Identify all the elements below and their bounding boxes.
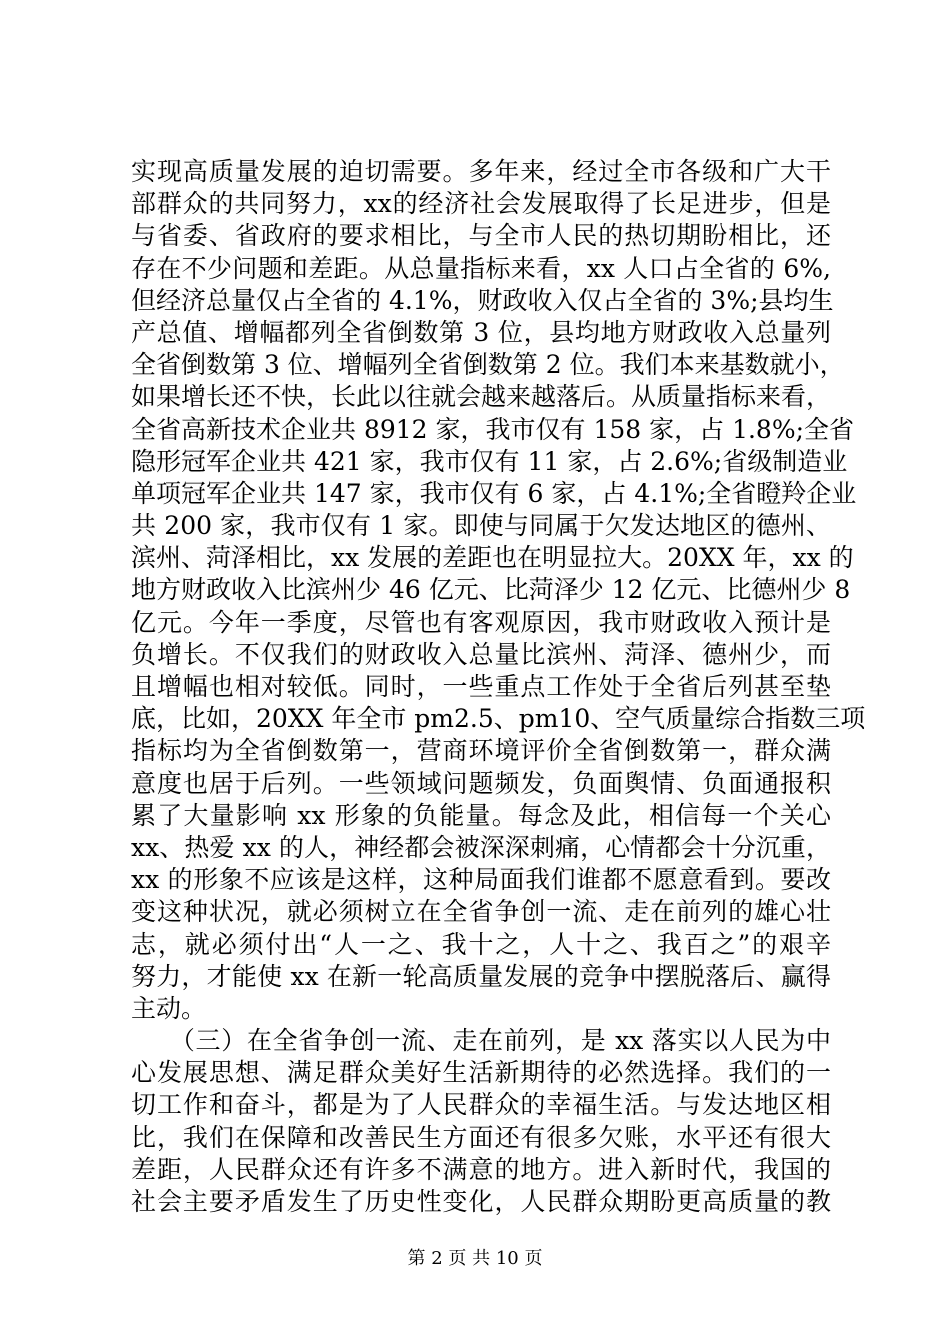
text-line: 努力，才能使 xx 在新一轮高质量发展的竞争中摆脱落后、赢得 [131, 961, 831, 991]
text-line: 全省倒数第 3 位、增幅列全省倒数第 2 位。我们本来基数就小， [131, 350, 845, 380]
text-line: 全省高新技术企业共 8912 家，我市仅有 158 家，占 1.8%;全省 [131, 414, 855, 444]
text-line: 底，比如，20XX 年全市 pm2.5、pm10、空气质量综合指数三项 [131, 704, 866, 734]
text-line: 亿元。今年一季度，尽管也有客观原因，我市财政收入预计是 [131, 607, 831, 637]
text-line: 部群众的共同努力，xx的经济社会发展取得了长足进步，但是 [131, 189, 831, 219]
text-line: 志，就必须付出“人一之、我十之，人十之、我百之”的艰辛 [131, 929, 831, 959]
text-line: 如果增长还不快，长此以往就会越来越落后。从质量指标来看， [131, 382, 832, 412]
text-line: 差距，人民群众还有许多不满意的地方。进入新时代，我国的 [131, 1154, 831, 1184]
text-line: 单项冠军企业共 147 家，我市仅有 6 家，占 4.1%;全省瞪羚企业 [131, 478, 857, 508]
text-line: 心发展思想、满足群众美好生活新期待的必然选择。我们的一 [131, 1058, 831, 1088]
text-line: 切工作和奋斗，都是为了人民群众的幸福生活。与发达地区相 [131, 1090, 831, 1120]
text-line: 与省委、省政府的要求相比，与全市人民的热切期盼相比，还 [131, 221, 831, 251]
page-footer: 第 2 页 共 10 页 [407, 1248, 543, 1269]
text-line: 主动。 [131, 993, 207, 1023]
text-line: 比，我们在保障和改善民生方面还有很多欠账，水平还有很大 [131, 1122, 831, 1152]
text-line: xx 的形象不应该是这样，这种局面我们谁都不愿意看到。要改 [131, 865, 831, 895]
text-line: 社会主要矛盾发生了历史性变化，人民群众期盼更高质量的教 [131, 1187, 831, 1216]
text-line: （三）在全省争创一流、走在前列，是 xx 落实以人民为中 [131, 1026, 831, 1056]
text-line: 产总值、增幅都列全省倒数第 3 位，县均地方财政收入总量列 [131, 317, 831, 347]
text-line: xx、热爱 xx 的人，神经都会被深深刺痛，心情都会十分沉重， [131, 832, 831, 862]
text-line: 但经济总量仅占全省的 4.1%，财政收入仅占全省的 3%;县均生 [131, 285, 834, 315]
text-line: 存在不少问题和差距。从总量指标来看，xx 人口占全省的 6%, [131, 253, 831, 283]
text-line: 意度也居于后列。一些领域问题频发，负面舆情、负面通报积 [131, 768, 831, 798]
text-line: 地方财政收入比滨州少 46 亿元、比菏泽少 12 亿元、比德州少 8 [131, 575, 851, 605]
text-line: 负增长。不仅我们的财政收入总量比滨州、菏泽、德州少，而 [131, 639, 831, 669]
text-line: 且增幅也相对较低。同时，一些重点工作处于全省后列甚至垫 [131, 672, 831, 701]
text-line: 滨州、菏泽相比，xx 发展的差距也在明显拉大。20XX 年，xx 的 [131, 543, 854, 573]
body-text [131, 156, 866, 1218]
text-line: 变这种状况，就必须树立在全省争创一流、走在前列的雄心壮 [131, 897, 831, 927]
text-line: 共 200 家，我市仅有 1 家。即使与同属于欠发达地区的德州、 [131, 511, 831, 541]
text-line: 隐形冠军企业共 421 家，我市仅有 11 家，占 2.6%;省级制造业 [131, 446, 848, 476]
text-line: 实现高质量发展的迫切需要。多年来，经过全市各级和广大干 [131, 157, 831, 186]
text-line: 累了大量影响 xx 形象的负能量。每念及此，相信每一个关心 [131, 800, 831, 830]
text-line: 指标均为全省倒数第一，营商环境评价全省倒数第一，群众满 [131, 736, 831, 766]
